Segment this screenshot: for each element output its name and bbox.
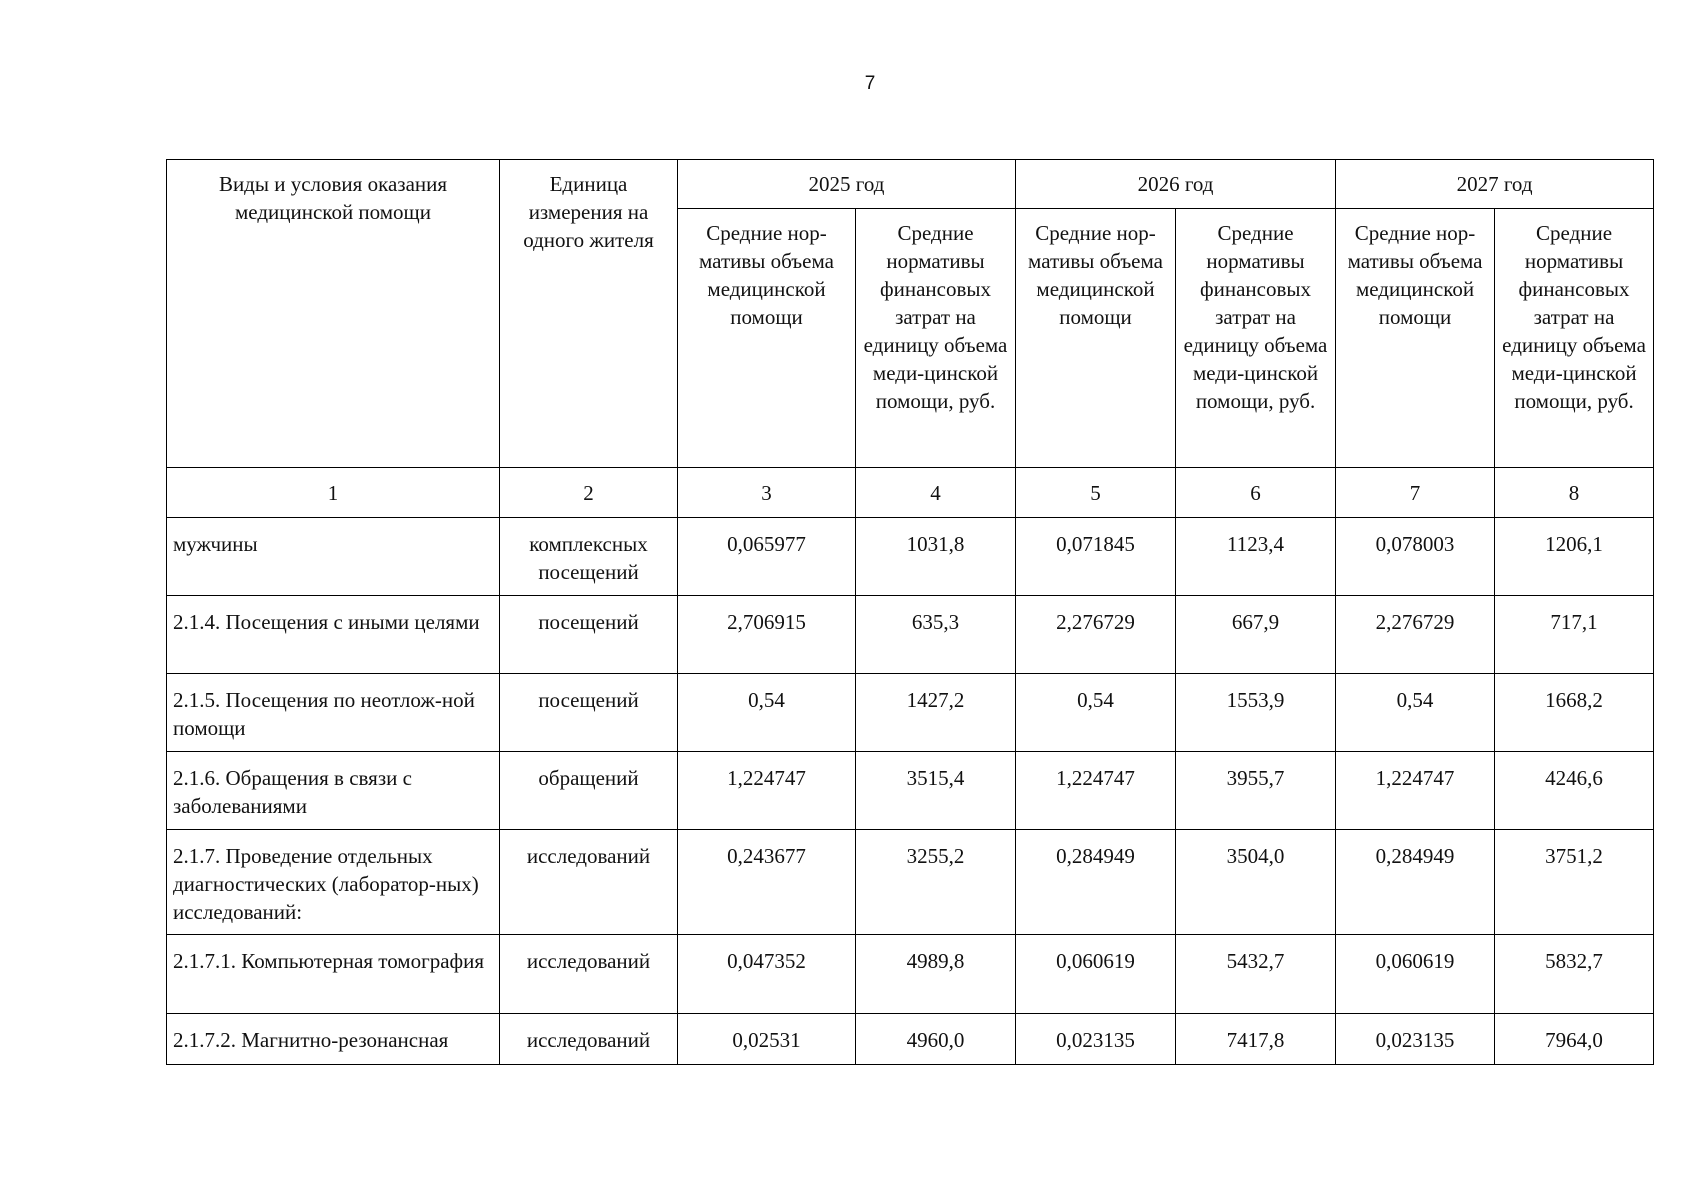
column-number: 8 — [1495, 468, 1654, 518]
cell-cost-2026: 5432,7 — [1176, 935, 1336, 1014]
subheader-volume-2027: Средние нор-мативы объема медицинской помощи — [1336, 209, 1495, 468]
row-unit: посещений — [500, 596, 678, 674]
page-number: 7 — [864, 73, 876, 94]
subheader-volume-2025: Средние нор-мативы объема медицинской помощи — [678, 209, 856, 468]
cell-volume-2027: 2,276729 — [1336, 596, 1495, 674]
cell-volume-2025: 0,047352 — [678, 935, 856, 1014]
row-name: 2.1.4. Посещения с иными целями — [167, 596, 500, 674]
row-name: 2.1.5. Посещения по неотлож-ной помощи — [167, 674, 500, 752]
table-row — [167, 674, 1654, 752]
table-row — [167, 518, 1654, 596]
table-row — [167, 935, 1654, 1014]
row-unit: исследований — [500, 935, 678, 1014]
cell-volume-2025: 0,065977 — [678, 518, 856, 596]
header-year-2027: 2027 год — [1336, 160, 1654, 209]
table-row — [167, 752, 1654, 830]
cell-volume-2026: 0,54 — [1016, 674, 1176, 752]
row-name: мужчины — [167, 518, 500, 596]
table-row — [167, 596, 1654, 674]
subheader-cost-2027: Средние нормативы финансовых затрат на единицу объема меди-цинской помощи, руб. — [1495, 209, 1654, 468]
cell-volume-2025: 1,224747 — [678, 752, 856, 830]
row-unit: исследований — [500, 1014, 678, 1065]
cell-cost-2027: 3751,2 — [1495, 830, 1654, 935]
row-name: 2.1.7.2. Магнитно-резонансная — [167, 1014, 500, 1065]
cell-cost-2026: 1123,4 — [1176, 518, 1336, 596]
subheader-cost-2025: Средние нормативы финансовых затрат на единицу объема меди-цинской помощи, руб. — [856, 209, 1016, 468]
row-unit: обращений — [500, 752, 678, 830]
column-number: 7 — [1336, 468, 1495, 518]
cell-cost-2025: 4989,8 — [856, 935, 1016, 1014]
header-unit: Единица измерения на одного жителя — [500, 160, 678, 468]
table-row — [167, 830, 1654, 935]
cell-volume-2027: 0,284949 — [1336, 830, 1495, 935]
row-name: 2.1.6. Обращения в связи с заболеваниями — [167, 752, 500, 830]
cell-volume-2025: 2,706915 — [678, 596, 856, 674]
cell-volume-2026: 2,276729 — [1016, 596, 1176, 674]
cell-cost-2027: 1206,1 — [1495, 518, 1654, 596]
cell-cost-2027: 4246,6 — [1495, 752, 1654, 830]
cell-cost-2027: 5832,7 — [1495, 935, 1654, 1014]
medical-care-norms-table — [166, 159, 1654, 1065]
column-number: 6 — [1176, 468, 1336, 518]
cell-cost-2027: 717,1 — [1495, 596, 1654, 674]
cell-volume-2025: 0,243677 — [678, 830, 856, 935]
cell-cost-2025: 1031,8 — [856, 518, 1016, 596]
column-number: 5 — [1016, 468, 1176, 518]
cell-volume-2026: 1,224747 — [1016, 752, 1176, 830]
cell-cost-2025: 3515,4 — [856, 752, 1016, 830]
cell-volume-2026: 0,071845 — [1016, 518, 1176, 596]
subheader-volume-2026: Средние нор-мативы объема медицинской помощи — [1016, 209, 1176, 468]
header-year-2025: 2025 год — [678, 160, 1016, 209]
cell-volume-2027: 0,54 — [1336, 674, 1495, 752]
cell-volume-2025: 0,54 — [678, 674, 856, 752]
cell-cost-2026: 667,9 — [1176, 596, 1336, 674]
header-type-of-care: Виды и условия оказания медицинской помощи — [167, 160, 500, 468]
cell-volume-2027: 0,078003 — [1336, 518, 1495, 596]
row-unit: посещений — [500, 674, 678, 752]
cell-cost-2025: 4960,0 — [856, 1014, 1016, 1065]
cell-volume-2025: 0,02531 — [678, 1014, 856, 1065]
cell-cost-2025: 3255,2 — [856, 830, 1016, 935]
header-year-2026: 2026 год — [1016, 160, 1336, 209]
cell-cost-2027: 1668,2 — [1495, 674, 1654, 752]
cell-volume-2026: 0,023135 — [1016, 1014, 1176, 1065]
cell-volume-2027: 1,224747 — [1336, 752, 1495, 830]
cell-cost-2026: 7417,8 — [1176, 1014, 1336, 1065]
row-unit: комплексных посещений — [500, 518, 678, 596]
cell-volume-2026: 0,284949 — [1016, 830, 1176, 935]
column-number: 2 — [500, 468, 678, 518]
cell-cost-2027: 7964,0 — [1495, 1014, 1654, 1065]
cell-cost-2026: 3504,0 — [1176, 830, 1336, 935]
row-unit: исследований — [500, 830, 678, 935]
cell-volume-2027: 0,060619 — [1336, 935, 1495, 1014]
cell-cost-2026: 3955,7 — [1176, 752, 1336, 830]
row-name: 2.1.7. Проведение отдельных диагностических (лаборатор-ных) исследований: — [167, 830, 500, 935]
column-numbers-row — [167, 468, 1654, 518]
subheader-cost-2026: Средние нормативы финансовых затрат на единицу объема меди-цинской помощи, руб. — [1176, 209, 1336, 468]
cell-volume-2027: 0,023135 — [1336, 1014, 1495, 1065]
cell-cost-2025: 1427,2 — [856, 674, 1016, 752]
cell-cost-2026: 1553,9 — [1176, 674, 1336, 752]
table-row — [167, 1014, 1654, 1065]
column-number: 4 — [856, 468, 1016, 518]
column-number: 1 — [167, 468, 500, 518]
header-row — [167, 160, 1654, 209]
row-name: 2.1.7.1. Компьютерная томография — [167, 935, 500, 1014]
cell-cost-2025: 635,3 — [856, 596, 1016, 674]
column-number: 3 — [678, 468, 856, 518]
cell-volume-2026: 0,060619 — [1016, 935, 1176, 1014]
